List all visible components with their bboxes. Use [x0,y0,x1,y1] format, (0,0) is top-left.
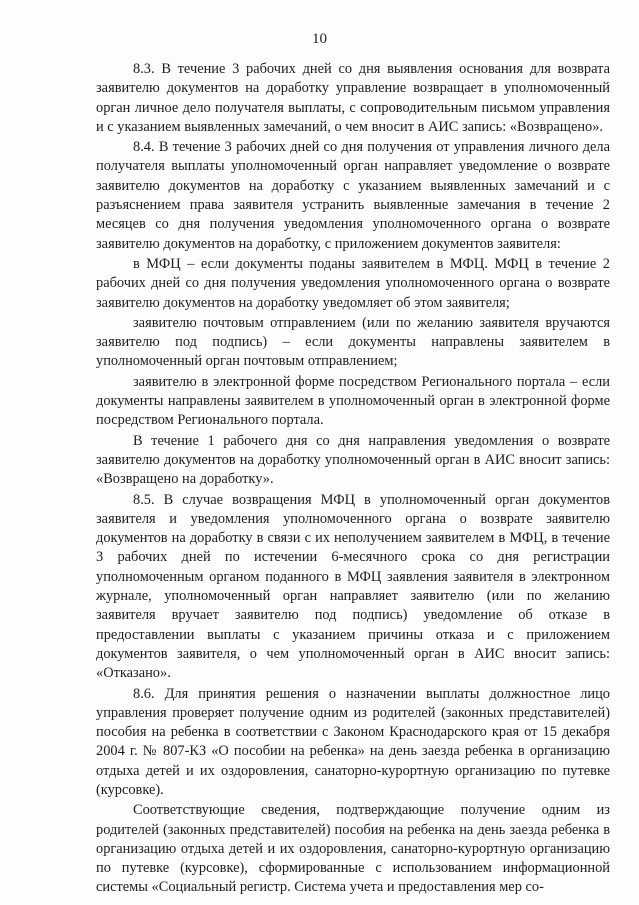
paragraph-8-3: 8.3. В течение 3 рабочих дней со дня выявления основания для возврата заявителю документов на доработку управление возвращает в уполномоченный орган личное дело получателя выплаты, с сопроводительным письмом управления и с указанием выявленных замечаний, о чем вносит в АИС запись: «Возвращено». [96,61,610,135]
paragraph-returned-record: В течение 1 рабочего дня со дня направления уведомления о возврате заявителю документов на доработку уполномоченный орган в АИС вносит запись: «Возвращено на доработку». [96,432,610,488]
page-number: 10 [312,31,327,47]
paragraph-portal-option: заявителю в электронной форме посредством Регионального портала – если документы направлены заявителем в уполномоченный орган в электронной форме посредством Регионального портала. [96,373,610,429]
paragraph-postal-option: заявителю почтовым отправлением (или по желанию заявителя вручаются заявителю под подпись) – если документы направлены заявителем в уполномоченный орган почтовым отправлением; [96,314,610,370]
paragraph-8-4: 8.4. В течение 3 рабочих дней со дня получения от управления личного дела получателя выплаты уполномоченный орган направляет уведомление о возврате заявителю документов на доработку с указанием выявленных замечаний и с разъяснением права заявителя устранить выявленные замечания в течение 2 месяцев со дня получения уведомления уполномоченного органа о возврате заявителю документов на доработку, с приложением документов заявителя: [96,139,610,252]
paragraph-social-register: Соответствующие сведения, подтверждающие получение одним из родителей (законных представителей) пособия на ребенка на день заезда ребенка в организацию отдыха детей и их оздоровления, санаторно-курортную организацию по путевке (курсовке), сформированные с использованием информационной системы «Социальный регистр. Система учета и предоставления мер со- [96,802,610,896]
paragraph-mfc-option: в МФЦ – если документы поданы заявителем в МФЦ. МФЦ в течение 2 рабочих дней со дня получения уведомления уполномоченного органа о возврате заявителю документов на доработку уведомляет об этом заявителя; [96,255,610,311]
paragraph-8-5: 8.5. В случае возвращения МФЦ в уполномоченный орган документов заявителя и уведомления уполномоченного органа о возврате заявителю документов на доработку в связи с их неполучением заявителем в МФЦ, в течение 3 рабочих дней по истечении 6-месячного срока со дня регистрации уполномоченным органом поданного в МФЦ заявления заявителя в электронном журнале, уполномоченный орган направляет заявителю (или по желанию заявителя вручает заявителю под подпись) уведомление об отказе в предоставлении выплаты с указанием причины отказа и с приложением документов заявителя, о чем уполномоченный орган в АИС вносит запись: «Отказано». [96,491,610,682]
paragraph-8-6: 8.6. Для принятия решения о назначении выплаты должностное лицо управления проверяет получение одним из родителей (законных представителей) пособия на ребенка в соответствии с Законом Краснодарского края от 15 декабря 2004 г. № 807-КЗ «О пособии на ребенка» на день заезда ребенка в организацию отдыха детей и их оздоровления, санаторно-курортную организацию по путевке (курсовке). [96,685,610,798]
document-body [96,60,610,898]
